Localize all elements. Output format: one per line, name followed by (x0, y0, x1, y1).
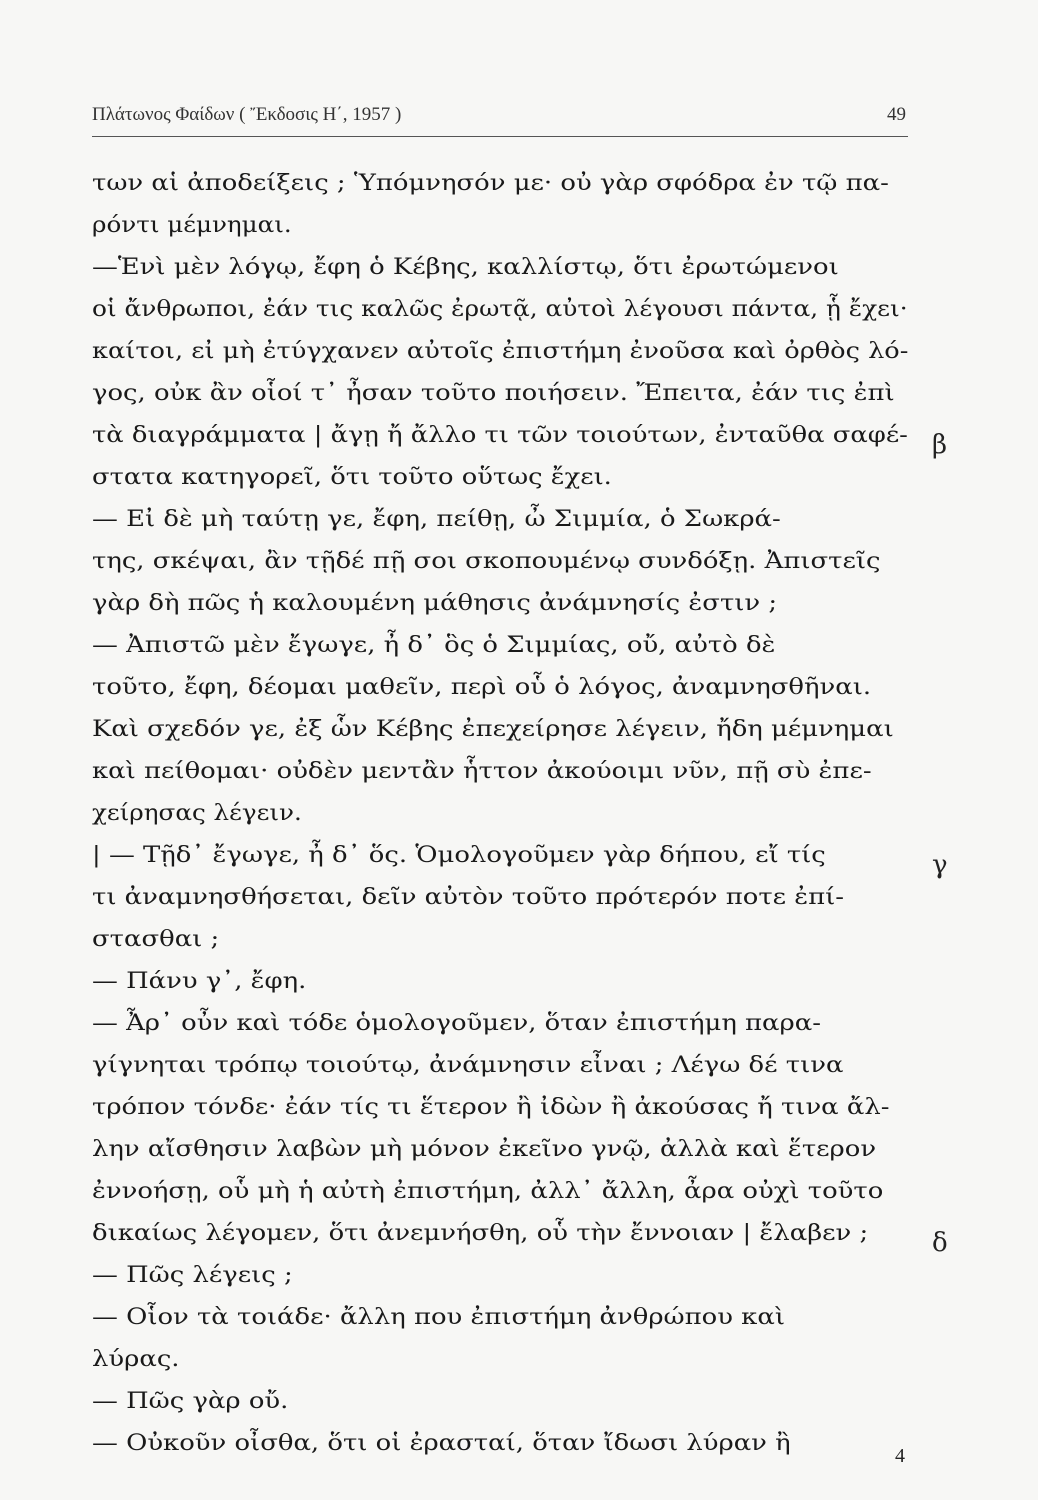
text-line: τρόπον τόνδε· ἐάν τίς τι ἕτερον ἢ ἰδὼν ἢ ἀκούσας ἤ τινα ἄλ- (92, 1094, 890, 1120)
text-line: τοῦτο, ἔφη, δέομαι μαθεῖν, περὶ οὗ ὁ λόγος, ἀναμνησθῆναι. (92, 674, 872, 700)
text-line: χείρησας λέγειν. (92, 800, 302, 826)
text-line: ἐννοήσῃ, οὗ μὴ ἡ αὐτὴ ἐπιστήμη, ἀλλ᾽ ἄλλη, ἆρα οὐχὶ τοῦτο (92, 1178, 884, 1204)
text-line: — Ἀπιστῶ μὲν ἔγωγε, ἦ δ᾽ ὃς ὁ Σιμμίας, οὔ, αὐτὸ δὲ (92, 632, 776, 658)
text-line: οἱ ἄνθρωποι, ἐάν τις καλῶς ἐρωτᾷ, αὐτοὶ λέγουσι πάντα, ᾗ ἔχει· (92, 296, 908, 322)
header-rule (92, 136, 908, 137)
text-line: καὶ πείθομαι· οὐδὲν μεντἂν ἧττον ἀκούοιμι νῦν, πῇ σὺ ἐπε- (92, 758, 872, 784)
text-line: καίτοι, εἰ μὴ ἐτύγχανεν αὐτοῖς ἐπιστήμη ἐνοῦσα καὶ ὀρθὸς λό- (92, 338, 909, 364)
margin-marker-beta: β (932, 430, 948, 460)
text-line: — Ἆρ᾽ οὖν καὶ τόδε ὁμολογοῦμεν, ὅταν ἐπιστήμη παρα- (92, 1010, 821, 1036)
text-line: —Ἑνὶ μὲν λόγῳ, ἔφη ὁ Κέβης, καλλίστῳ, ὅτι ἐρωτώμενοι (92, 254, 839, 280)
text-line: γὰρ δὴ πῶς ἡ καλουμένη μάθησις ἀνάμνησίς ἐστιν ; (92, 590, 778, 616)
text-line: τὰ διαγράμματα | ἄγῃ ἤ ἄλλο τι τῶν τοιούτων, ἐνταῦθα σαφέ- (92, 422, 908, 448)
text-line: στατα κατηγορεῖ, ὅτι τοῦτο οὕτως ἔχει. (92, 464, 612, 490)
text-line: — Οἷον τὰ τοιάδε· ἄλλη που ἐπιστήμη ἀνθρώπου καὶ (92, 1304, 785, 1330)
text-line: δικαίως λέγομεν, ὅτι ἀνεμνήσθη, οὗ τὴν ἔννοιαν | ἔλαβεν ; (92, 1220, 869, 1246)
page-number: 49 (887, 104, 906, 125)
text-line: λην αἴσθησιν λαβὼν μὴ μόνον ἐκεῖνο γνῷ, ἀλλὰ καὶ ἕτερον (92, 1136, 877, 1162)
text-line: στασθαι ; (92, 926, 220, 952)
text-line: — Εἰ δὲ μὴ ταύτῃ γε, ἔφη, πείθῃ, ὦ Σιμμία, ὁ Σωκρά- (92, 506, 781, 532)
signature-mark: 4 (895, 1445, 905, 1467)
text-line: ρόντι μέμνημαι. (92, 212, 292, 238)
margin-marker-gamma: γ (932, 850, 948, 880)
text-line: τι ἀναμνησθήσεται, δεῖν αὐτὸν τοῦτο πρότερόν ποτε ἐπί- (92, 884, 845, 910)
running-header (92, 104, 906, 128)
text-line: | — Τῇδ᾽ ἔγωγε, ἦ δ᾽ ὅς. Ὁμολογοῦμεν γὰρ δήπου, εἴ τίς (92, 842, 826, 868)
header-title: Πλάτωνος Φαίδων ( Ἔκδοσις Η΄, 1957 ) (92, 104, 402, 125)
text-line: — Πῶς λέγεις ; (92, 1262, 293, 1288)
text-line: — Πῶς γὰρ οὔ. (92, 1388, 289, 1414)
text-line: — Οὐκοῦν οἶσθα, ὅτι οἱ ἐρασταί, ὅταν ἴδωσι λύραν ἢ (92, 1430, 791, 1456)
text-line: των αἱ ἀποδείξεις ; Ὑπόμνησόν με· οὐ γὰρ σφόδρα ἐν τῷ πα- (92, 170, 889, 196)
margin-marker-delta: δ (932, 1228, 948, 1258)
text-line: γος, οὐκ ἂν οἷοί τ᾽ ἦσαν τοῦτο ποιήσειν. Ἔπειτα, ἐάν τις ἐπὶ (92, 380, 895, 406)
text-line: Καὶ σχεδόν γε, ἐξ ὧν Κέβης ἐπεχείρησε λέγειν, ἤδη μέμνημαι (92, 716, 894, 742)
text-line: της, σκέψαι, ἂν τῇδέ πῇ σοι σκοπουμένῳ συνδόξῃ. Ἀπιστεῖς (92, 548, 881, 574)
text-line: — Πάνυ γ᾽, ἔφη. (92, 968, 307, 994)
text-line: γίγνηται τρόπῳ τοιούτῳ, ἀνάμνησιν εἶναι ; Λέγω δέ τινα (92, 1052, 844, 1078)
text-line: λύρας. (92, 1346, 180, 1372)
